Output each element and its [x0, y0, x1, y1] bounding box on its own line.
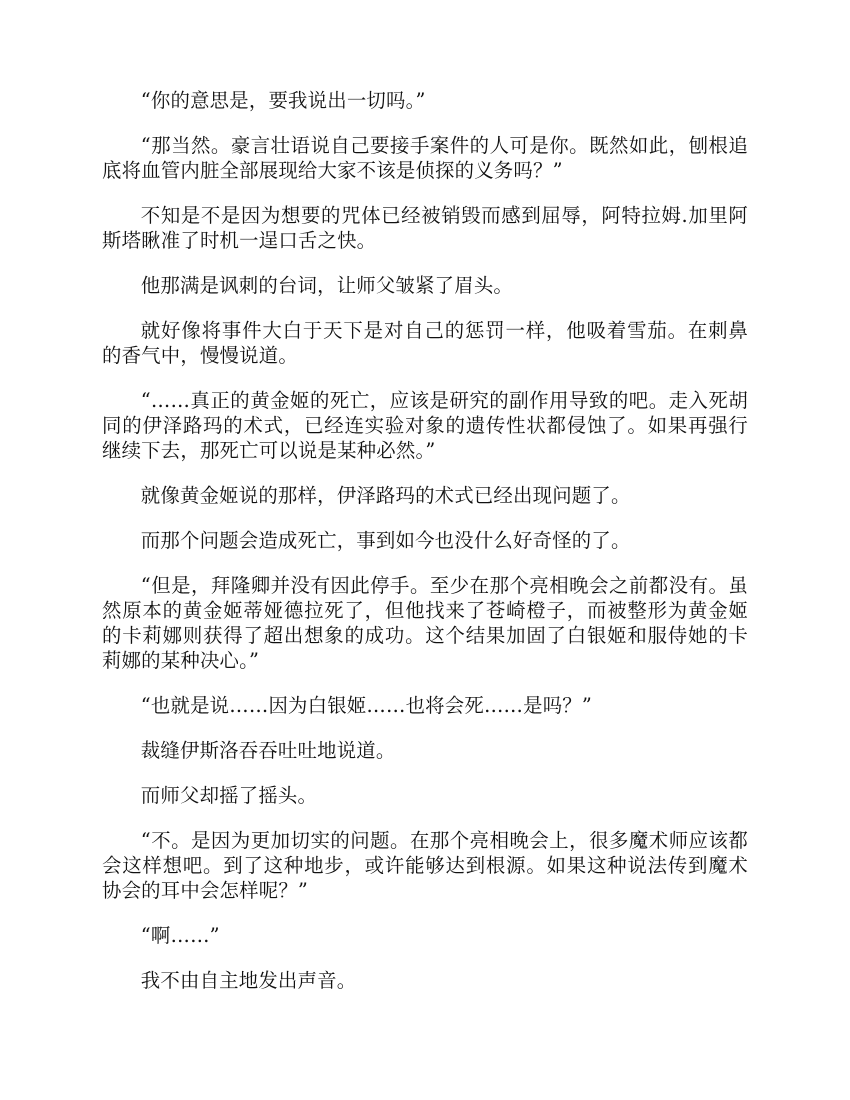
paragraph: “也就是说……因为白银姬……也将会死……是吗？” — [140, 694, 593, 717]
paragraph: 我不由自主地发出声音。 — [140, 969, 357, 992]
paragraph: 他那满是讽刺的台词，让师父皱紧了眉头。 — [140, 274, 514, 297]
paragraph: 而师父却摇了摇头。 — [140, 784, 318, 807]
paragraph: “但是，拜隆卿并没有因此停手。至少在那个亮相晚会之前都没有。虽然原本的黄金姬蒂娅德拉死了，但他找来了苍崎橙子，而被整形为黄金姬的卡莉娜则获得了超出想象的成功。这个结果加固了白银姬和服侍她的卡莉娜的某种决心。” — [102, 574, 748, 672]
paragraph: 不知是不是因为想要的咒体已经被销毁而感到屈辱，阿特拉姆.加里阿斯塔瞅准了时机一逞口舌之快。 — [102, 204, 748, 252]
paragraph: “不。是因为更加切实的问题。在那个亮相晚会上，很多魔术师应该都会这样想吧。到了这种地步，或许能够达到根源。如果这种说法传到魔术协会的耳中会怎样呢？” — [102, 829, 748, 902]
paragraph: “那当然。豪言壮语说自己要接手案件的人可是你。既然如此，刨根追底将血管内脏全部展现给大家不该是侦探的义务吗？” — [102, 134, 748, 182]
paragraph: “你的意思是，要我说出一切吗。” — [140, 89, 426, 112]
paragraph: 就好像将事件大白于天下是对自己的惩罚一样，他吸着雪茄。在刺鼻的香气中，慢慢说道。 — [102, 319, 748, 367]
paragraph: 而那个问题会造成死亡，事到如今也没什么好奇怪的了。 — [140, 529, 631, 552]
paragraph: “啊……” — [140, 924, 220, 947]
text-body — [102, 88, 748, 1013]
paragraph: 就像黄金姬说的那样，伊泽路玛的术式已经出现问题了。 — [140, 484, 631, 507]
paragraph: 裁缝伊斯洛吞吞吐吐地说道。 — [140, 739, 396, 762]
paragraph: “……真正的黄金姬的死亡，应该是研究的副作用导致的吧。走入死胡同的伊泽路玛的术式，已经连实验对象的遗传性状都侵蚀了。如果再强行继续下去，那死亡可以说是某种必然。” — [102, 389, 748, 462]
